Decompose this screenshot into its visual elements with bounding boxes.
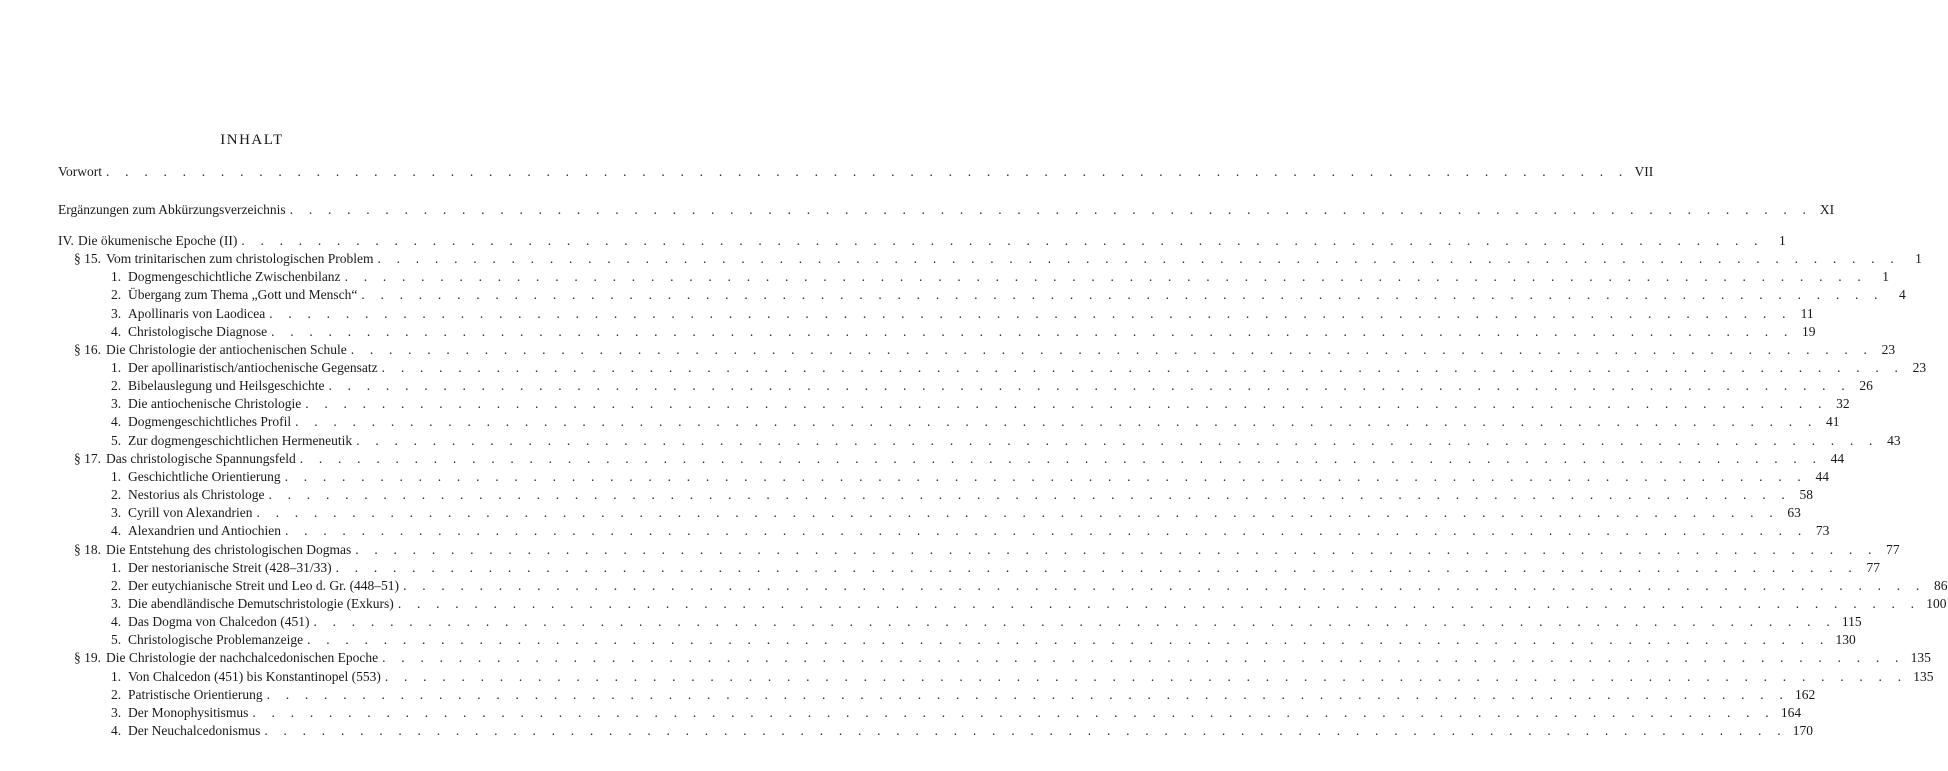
entry-number: IV. (58, 233, 74, 248)
entry-page-number: 23 (1881, 342, 1896, 357)
entry-title: Der eutychianische Streit und Leo d. Gr. (448–51) (128, 578, 400, 593)
entry-page-number: 100 (1926, 596, 1947, 611)
toc-item-entry (111, 286, 1906, 304)
toc-item-entry (111, 522, 1830, 540)
entry-title: Patristische Orientierung (128, 687, 263, 702)
entry-number: 4. (111, 523, 122, 538)
leader-dots: . . . . . . . . . . . . . . . . . . . . . . . . . . . . . . . . . . . . . . . . . . . . . . . . . . . . . . . . . . . . . . . . . . . . . . . . . . . . . . . . (307, 632, 1830, 647)
toc-item-entry (111, 559, 1881, 577)
toc-item-entry (111, 377, 1873, 395)
entry-title: Bibelauslegung und Heilsgeschichte (128, 378, 325, 393)
leader-dots: . . . . . . . . . . . . . . . . . . . . . . . . . . . . . . . . . . . . . . . . . . . . . . . . . . . . . . . . . . . . . . . . . . . . . . . . . . . . . . . . (361, 287, 1884, 302)
toc-section-entry (74, 250, 1922, 268)
leader-dots: . . . . . . . . . . . . . . . . . . . . . . . . . . . . . . . . . . . . . . . . . . . . . . . . . . . . . . . . . . . . . . . . . . . . . . . . . . . . . . . . (328, 378, 1851, 393)
entry-title: Die Entstehung des christologischen Dogmas (106, 542, 352, 557)
entry-title: Das Dogma von Chalcedon (451) (128, 614, 310, 629)
entry-title: Der Monophysitismus (128, 705, 249, 720)
entry-number: 2. (111, 287, 122, 302)
leader-dots: . . . . . . . . . . . . . . . . . . . . . . . . . . . . . . . . . . . . . . . . . . . . . . . . . . . . . . . . . . . . . . . . . . . . . . . . . . . . . . . . (403, 578, 1926, 593)
entry-number: 3. (111, 306, 122, 321)
leader-dots: . . . . . . . . . . . . . . . . . . . . . . . . . . . . . . . . . . . . . . . . . . . . . . . . . . . . . . . . . . . . . . . . . . . . . . . . . . . . . . . . (355, 542, 1878, 557)
entry-page-number: 1 (1882, 269, 1889, 284)
toc-item-entry (111, 468, 1830, 486)
entry-number: § 18. (74, 542, 101, 557)
entry-number: 4. (111, 614, 122, 629)
entry-number: § 16. (74, 342, 101, 357)
toc-item-entry (111, 413, 1840, 431)
entry-title: Die Christologie der nachchalcedonischen Epoche (106, 650, 379, 665)
leader-dots: . . . . . . . . . . . . . . . . . . . . . . . . . . . . . . . . . . . . . . . . . . . . . . . . . . . . . . . . . . . . . . . . . . . . . . . . . . . . . . . . (350, 342, 1874, 357)
entry-page-number: 77 (1866, 560, 1881, 575)
entry-page-number: 23 (1912, 360, 1927, 375)
leader-dots: . . . . . . . . . . . . . . . . . . . . . . . . . . . . . . . . . . . . . . . . . . . . . . . . . . . . . . . . . . . . . . . . . . . . . . . . . . . . . . . . (382, 650, 1905, 665)
entry-number: 1. (111, 269, 122, 284)
entry-number: 1. (111, 669, 122, 684)
leader-dots: . . . . . . . . . . . . . . . . . . . . . . . . . . . . . . . . . . . . . . . . . . . . . . . . . . . . . . . . . . . . . . . . . . . . . . . . . . . . . . . . (269, 306, 1792, 321)
entry-title: Vorwort (58, 164, 103, 179)
entry-title: Christologische Problemanzeige (128, 632, 304, 647)
entry-page-number: 32 (1836, 396, 1850, 411)
entry-number: § 15. (74, 251, 101, 266)
entry-title: Der apollinaristisch/antiochenische Gegensatz (128, 360, 378, 375)
leader-dots: . . . . . . . . . . . . . . . . . . . . . . . . . . . . . . . . . . . . . . . . . . . . . . . . . . . . . . . . . . . . . . . . . . . . . . . . . . . . . . . . (106, 164, 1629, 179)
toc-section-entry (74, 341, 1896, 359)
entry-title: Übergang zum Thema „Gott und Mensch“ (128, 287, 358, 302)
entry-number: § 17. (74, 451, 101, 466)
entry-title: Die antiochenische Christologie (128, 396, 302, 411)
toc-item-entry (111, 359, 1927, 377)
entry-page-number: 170 (1792, 723, 1814, 738)
entry-number: 4. (111, 414, 122, 429)
entry-page-number: 1 (1779, 233, 1786, 248)
entry-title: Der nestorianische Streit (428–31/33) (128, 560, 332, 575)
entry-number: 2. (111, 578, 122, 593)
entry-title: Alexandrien und Antiochien (128, 523, 281, 538)
leader-dots: . . . . . . . . . . . . . . . . . . . . . . . . . . . . . . . . . . . . . . . . . . . . . . . . . . . . . . . . . . . . . . . . . . . . . . . . . . . . . . . . (381, 360, 1905, 375)
leader-dots: . . . . . . . . . . . . . . . . . . . . . . . . . . . . . . . . . . . . . . . . . . . . . . . . . . . . . . . . . . . . . . . . . . . . . . . . . . . . . . . . (289, 202, 1813, 217)
leader-dots: . . . . . . . . . . . . . . . . . . . . . . . . . . . . . . . . . . . . . . . . . . . . . . . . . . . . . . . . . . . . . . . . . . . . . . . . . . . . . . . . (252, 705, 1775, 720)
entry-page-number: 63 (1787, 505, 1801, 520)
toc-item-entry (111, 722, 1814, 740)
leader-dots: . . . . . . . . . . . . . . . . . . . . . . . . . . . . . . . . . . . . . . . . . . . . . . . . . . . . . . . . . . . . . . . . . . . . . . . . . . . . . . . . (284, 523, 1808, 538)
entry-page-number: 43 (1887, 433, 1901, 448)
leader-dots: . . . . . . . . . . . . . . . . . . . . . . . . . . . . . . . . . . . . . . . . . . . . . . . . . . . . . . . . . . . . . . . . . . . . . . . . . . . . . . . . (266, 687, 1790, 702)
entry-title: Das christologische Spannungsfeld (106, 451, 296, 466)
leader-dots: . . . . . . . . . . . . . . . . . . . . . . . . . . . . . . . . . . . . . . . . . . . . . . . . . . . . . . . . . . . . . . . . . . . . . . . . . . . . . . . . (264, 723, 1787, 738)
entry-number: 4. (111, 723, 122, 738)
entry-number: 3. (111, 505, 122, 520)
entry-number: 2. (111, 378, 122, 393)
entry-number: 3. (111, 705, 122, 720)
entry-number: 4. (111, 324, 122, 339)
leader-dots: . . . . . . . . . . . . . . . . . . . . . . . . . . . . . . . . . . . . . . . . . . . . . . . . . . . . . . . . . . . . . . . . . . . . . . . . . . . . . . . . (335, 560, 1859, 575)
entry-page-number: VII (1634, 164, 1654, 179)
leader-dots: . . . . . . . . . . . . . . . . . . . . . . . . . . . . . . . . . . . . . . . . . . . . . . . . . . . . . . . . . . . . . . . . . . . . . . . . . . . . . . . . (356, 433, 1879, 448)
entry-title: Nestorius als Christologe (128, 487, 265, 502)
entry-title: Ergänzungen zum Abkürzungsverzeichnis (58, 202, 286, 217)
entry-page-number: 73 (1815, 523, 1830, 538)
toc-item-entry (111, 704, 1802, 722)
leader-dots: . . . . . . . . . . . . . . . . . . . . . . . . . . . . . . . . . . . . . . . . . . . . . . . . . . . . . . . . . . . . . . . . . . . . . . . . . . . . . . . . (299, 451, 1823, 466)
entry-number: 5. (111, 433, 122, 448)
entry-page-number: 58 (1799, 487, 1813, 502)
entry-number: 3. (111, 396, 122, 411)
leader-dots: . . . . . . . . . . . . . . . . . . . . . . . . . . . . . . . . . . . . . . . . . . . . . . . . . . . . . . . . . . . . . . . . . . . . . . . . . . . . . . . . (313, 614, 1836, 629)
entry-page-number: 130 (1835, 632, 1856, 647)
entry-number: 2. (111, 687, 122, 702)
entry-number: 1. (111, 360, 122, 375)
entry-page-number: 77 (1886, 542, 1900, 557)
entry-title: Von Chalcedon (451) bis Konstantinopel (553) (128, 669, 381, 684)
toc-item-entry (111, 268, 1889, 286)
toc-chapter-entry (58, 163, 1654, 181)
toc-item-entry (111, 432, 1901, 450)
entry-number: 1. (111, 560, 122, 575)
entry-number: § 19. (74, 650, 101, 665)
entry-page-number: 115 (1841, 614, 1862, 629)
leader-dots: . . . . . . . . . . . . . . . . . . . . . . . . . . . . . . . . . . . . . . . . . . . . . . . . . . . . . . . . . . . . . . . . . . . . . . . . . . . . . . . . (256, 505, 1779, 520)
toc-item-entry (111, 595, 1947, 613)
entry-page-number: 1 (1915, 251, 1922, 266)
entry-page-number: 164 (1780, 705, 1802, 720)
leader-dots: . . . . . . . . . . . . . . . . . . . . . . . . . . . . . . . . . . . . . . . . . . . . . . . . . . . . . . . . . . . . . . . . . . . . . . . . . . . . . . . . (295, 414, 1818, 429)
entry-title: Christologische Diagnose (128, 324, 268, 339)
toc-item-entry (111, 305, 1814, 323)
entry-title: Cyrill von Alexandrien (128, 505, 253, 520)
toc-item-entry (111, 577, 1948, 595)
entry-page-number: 26 (1859, 378, 1873, 393)
entry-page-number: XI (1819, 202, 1835, 217)
entry-title: Dogmengeschichtliches Profil (128, 414, 292, 429)
entry-page-number: 86 (1934, 578, 1948, 593)
leader-dots: . . . . . . . . . . . . . . . . . . . . . . . . . . . . . . . . . . . . . . . . . . . . . . . . . . . . . . . . . . . . . . . . . . . . . . . . . . . . . . . . (284, 469, 1808, 484)
entry-title: Die Christologie der antiochenischen Schule (106, 342, 347, 357)
toc-item-entry (111, 504, 1801, 522)
toc-item-entry (111, 395, 1850, 413)
entry-number: 1. (111, 469, 122, 484)
toc-chapter-entry (58, 201, 1835, 219)
toc-chapter-entry (58, 232, 1786, 250)
entry-page-number: 41 (1826, 414, 1840, 429)
toc-item-entry (111, 668, 1934, 686)
entry-title: Apollinaris von Laodicea (128, 306, 266, 321)
entry-page-number: 135 (1913, 669, 1934, 684)
leader-dots: . . . . . . . . . . . . . . . . . . . . . . . . . . . . . . . . . . . . . . . . . . . . . . . . . . . . . . . . . . . . . . . . . . . . . . . . . . . . . . . . (384, 669, 1908, 684)
entry-title: Der Neuchalcedonismus (128, 723, 261, 738)
entry-title: Vom trinitarischen zum christologischen Problem (106, 251, 374, 266)
leader-dots: . . . . . . . . . . . . . . . . . . . . . . . . . . . . . . . . . . . . . . . . . . . . . . . . . . . . . . . . . . . . . . . . . . . . . . . . . . . . . . . . (305, 396, 1828, 411)
entry-page-number: 44 (1815, 469, 1830, 484)
leader-dots: . . . . . . . . . . . . . . . . . . . . . . . . . . . . . . . . . . . . . . . . . . . . . . . . . . . . . . . . . . . . . . . . . . . . . . . . . . . . . . . . (377, 251, 1900, 266)
toc-item-entry (111, 686, 1816, 704)
toc-item-entry (111, 486, 1813, 504)
toc-section-entry (74, 450, 1845, 468)
entry-number: 2. (111, 487, 122, 502)
leader-dots: . . . . . . . . . . . . . . . . . . . . . . . . . . . . . . . . . . . . . . . . . . . . . . . . . . . . . . . . . . . . . . . . . . . . . . . . . . . . . . . . (344, 269, 1867, 284)
leader-dots: . . . . . . . . . . . . . . . . . . . . . . . . . . . . . . . . . . . . . . . . . . . . . . . . . . . . . . . . . . . . . . . . . . . . . . . . . . . . . . . . (397, 596, 1921, 611)
toc-item-entry (111, 631, 1856, 649)
leader-dots: . . . . . . . . . . . . . . . . . . . . . . . . . . . . . . . . . . . . . . . . . . . . . . . . . . . . . . . . . . . . . . . . . . . . . . . . . . . . . . . . (268, 487, 1791, 502)
entry-page-number: 11 (1800, 306, 1814, 321)
entry-page-number: 19 (1802, 324, 1816, 339)
entry-page-number: 135 (1910, 650, 1931, 665)
leader-dots: . . . . . . . . . . . . . . . . . . . . . . . . . . . . . . . . . . . . . . . . . . . . . . . . . . . . . . . . . . . . . . . . . . . . . . . . . . . . . . . . (241, 233, 1764, 248)
leader-dots: . . . . . . . . . . . . . . . . . . . . . . . . . . . . . . . . . . . . . . . . . . . . . . . . . . . . . . . . . . . . . . . . . . . . . . . . . . . . . . . . (271, 324, 1794, 339)
entry-title: Dogmengeschichtliche Zwischenbilanz (128, 269, 341, 284)
entry-title: Zur dogmengeschichtlichen Hermeneutik (128, 433, 353, 448)
entry-number: 3. (111, 596, 122, 611)
toc-section-entry (74, 541, 1900, 559)
entry-page-number: 4 (1899, 287, 1906, 302)
toc-item-entry (111, 613, 1862, 631)
entry-title: Die ökumenische Epoche (II) (78, 233, 238, 248)
entry-number: 5. (111, 632, 122, 647)
entry-page-number: 44 (1830, 451, 1845, 466)
page-title: INHALT (220, 132, 284, 148)
toc-item-entry (111, 323, 1816, 341)
entry-page-number: 162 (1795, 687, 1816, 702)
entry-title: Geschichtliche Orientierung (128, 469, 281, 484)
entry-title: Die abendländische Demutschristologie (Exkurs) (128, 596, 394, 611)
toc-section-entry (74, 649, 1931, 667)
